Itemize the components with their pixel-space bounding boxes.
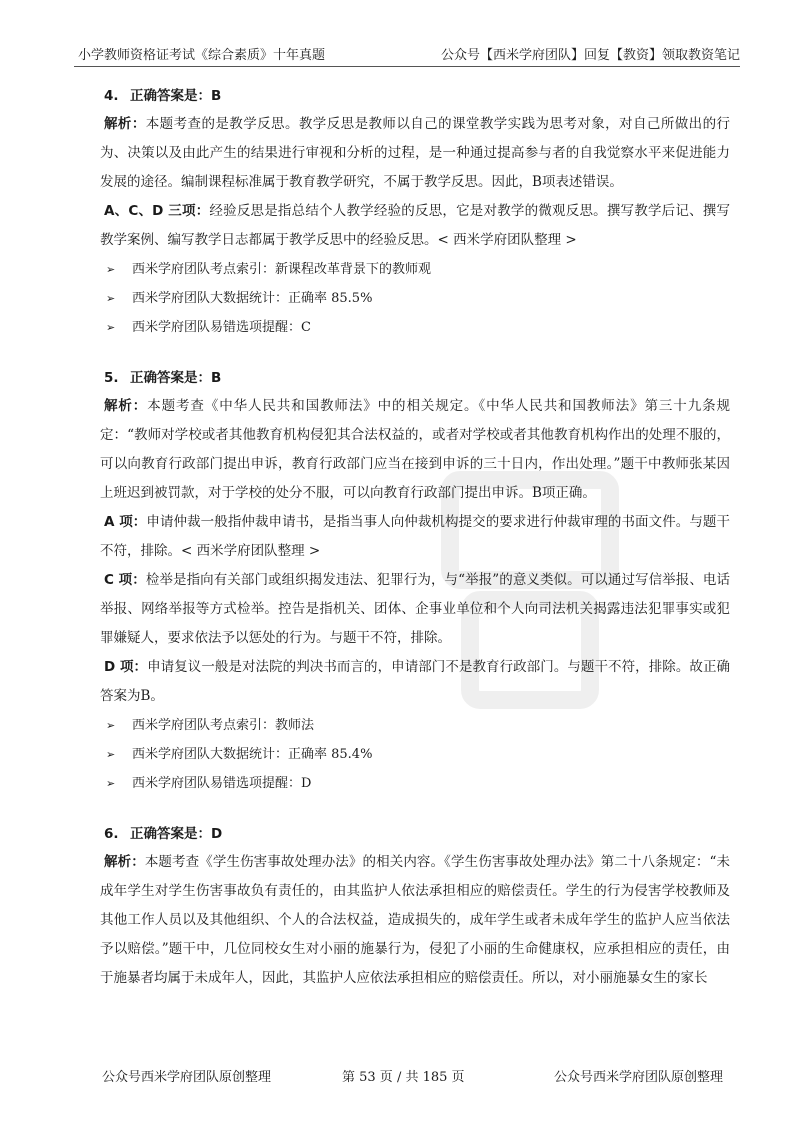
bullet-text: 西米学府团队易错选项提醒：D (132, 776, 312, 791)
bullet-item (100, 711, 730, 740)
option-text: 申请复议一般是对法院的判决书而言的，申请部门不是教育行政部门。与题干不符，排除。故正确答案为B。 (100, 659, 731, 704)
footer-left: 公众号西米学府团队原创整理 (102, 1070, 272, 1085)
arrow-bullet-icon: ➢ (106, 748, 116, 761)
bullet-text: 西米学府团队考点索引：新课程改革背景下的教师观 (132, 262, 432, 277)
question-number: 4. (104, 88, 119, 104)
analysis (100, 392, 730, 508)
bullet-text: 西米学府团队大数据统计：正确率 85.4% (132, 747, 373, 762)
analysis-label: 解析： (104, 116, 146, 132)
analysis-text: 本题考查《中华人民共和国教师法》中的相关规定。《中华人民共和国教师法》第三十九条规定：“教师对学校或者其他教育机构侵犯其合法权益的，或者对学校或者其他教育机构作出的处理不服的，可以向教育行政部门提出申诉，教育行政部门应当在接到申诉的三十日内，作出处理。”题干中教师张某因上班迟到被罚款，对于学校的处分不服，可以向教育行政部门提出申诉。B项正确。 (100, 398, 731, 501)
option-label: C 项： (104, 572, 146, 588)
page-number: 第 53 页 / 共 185 页 (342, 1070, 465, 1085)
arrow-bullet-icon: ➢ (106, 263, 116, 276)
arrow-bullet-icon: ➢ (106, 719, 116, 732)
option-label: D 项： (104, 659, 148, 675)
question-number: 5. (104, 370, 119, 386)
bullet-text: 西米学府团队考点索引：教师法 (132, 718, 315, 733)
footer-right: 公众号西米学府团队原创整理 (554, 1070, 724, 1085)
bullet-item (100, 740, 730, 769)
correct-answer: 正确答案是：B (130, 370, 222, 386)
option-text: 经验反思是指总结个人教学经验的反思，它是对教学的微观反思。撰写教学后记、撰写教学案例、编写教学日志都属于教学反思中的经验反思。< 西米学府团队整理 > (100, 203, 730, 248)
option-label: A 项： (104, 514, 147, 530)
analysis-text: 本题考查的是教学反思。教学反思是教师以自己的课堂教学实践为思考对象，对自己所做出的行为、决策以及由此产生的结果进行审视和分析的过程，是一种通过提高参与者的自我觉察水平来促进能力发展的途径。编制课程标准属于教育教学研究，不属于教学反思。因此，B项表述错误。 (100, 116, 731, 190)
bullet-text: 西米学府团队大数据统计：正确率 85.5% (132, 291, 373, 306)
question-5 (100, 364, 730, 798)
page-content (100, 78, 730, 993)
question-heading (100, 364, 730, 392)
arrow-bullet-icon: ➢ (106, 777, 116, 790)
analysis-text: 本题考查《学生伤害事故处理办法》的相关内容。《学生伤害事故处理办法》第二十八条规定：“未成年学生对学生伤害事故负有责任的，由其监护人依法承担相应的赔偿责任。学生的行为侵害学校教师及其他工作人员以及其他组织、个人的合法权益，造成损失的，成年学生或者未成年学生的监护人应当依法予以赔偿。”题干中，几位同校女生对小丽的施暴行为，侵犯了小丽的生命健康权，应承担相应的责任，由于施暴者均属于未成年人，因此，其监护人应依法承担相应的赔偿责任。所以，对小丽施暴女生的家长 (100, 854, 731, 986)
arrow-bullet-icon: ➢ (106, 321, 116, 334)
page-header (74, 30, 740, 67)
analysis (100, 110, 730, 197)
option-text: 检举是指向有关部门或组织揭发违法、犯罪行为，与“举报”的意义类似。可以通过写信举报、电话举报、网络举报等方式检举。控告是指机关、团体、企事业单位和个人向司法机关揭露违法犯罪事实或犯罪嫌疑人，要求依法予以惩处的行为。与题干不符，排除。 (100, 572, 730, 646)
analysis (100, 848, 730, 993)
correct-answer: 正确答案是：D (130, 826, 223, 842)
option-explanation (100, 566, 730, 653)
bullet-item (100, 769, 730, 798)
bullet-item (100, 255, 730, 284)
header-title: 小学教师资格证考试《综合素质》十年真题 (78, 48, 326, 63)
header-promo: 公众号【西米学府团队】回复【教资】领取教资笔记 (440, 48, 740, 63)
option-label: A、C、D 三项： (104, 203, 210, 219)
analysis-label: 解析： (104, 398, 148, 414)
option-explanation (100, 508, 730, 566)
option-explanation (100, 653, 730, 711)
arrow-bullet-icon: ➢ (106, 292, 116, 305)
question-number: 6. (104, 826, 119, 842)
correct-answer: 正确答案是：B (130, 88, 222, 104)
question-heading (100, 820, 730, 848)
option-text: 申请仲裁一般指仲裁申请书，是指当事人向仲裁机构提交的要求进行仲裁审理的书面文件。与题干不符，排除。< 西米学府团队整理 > (100, 514, 730, 559)
analysis-label: 解析： (104, 854, 145, 870)
bullet-item (100, 284, 730, 313)
option-explanation (100, 197, 730, 255)
question-4 (100, 82, 730, 342)
question-6 (100, 820, 730, 993)
bullet-text: 西米学府团队易错选项提醒：C (132, 320, 311, 335)
question-heading (100, 82, 730, 110)
bullet-item (100, 313, 730, 342)
